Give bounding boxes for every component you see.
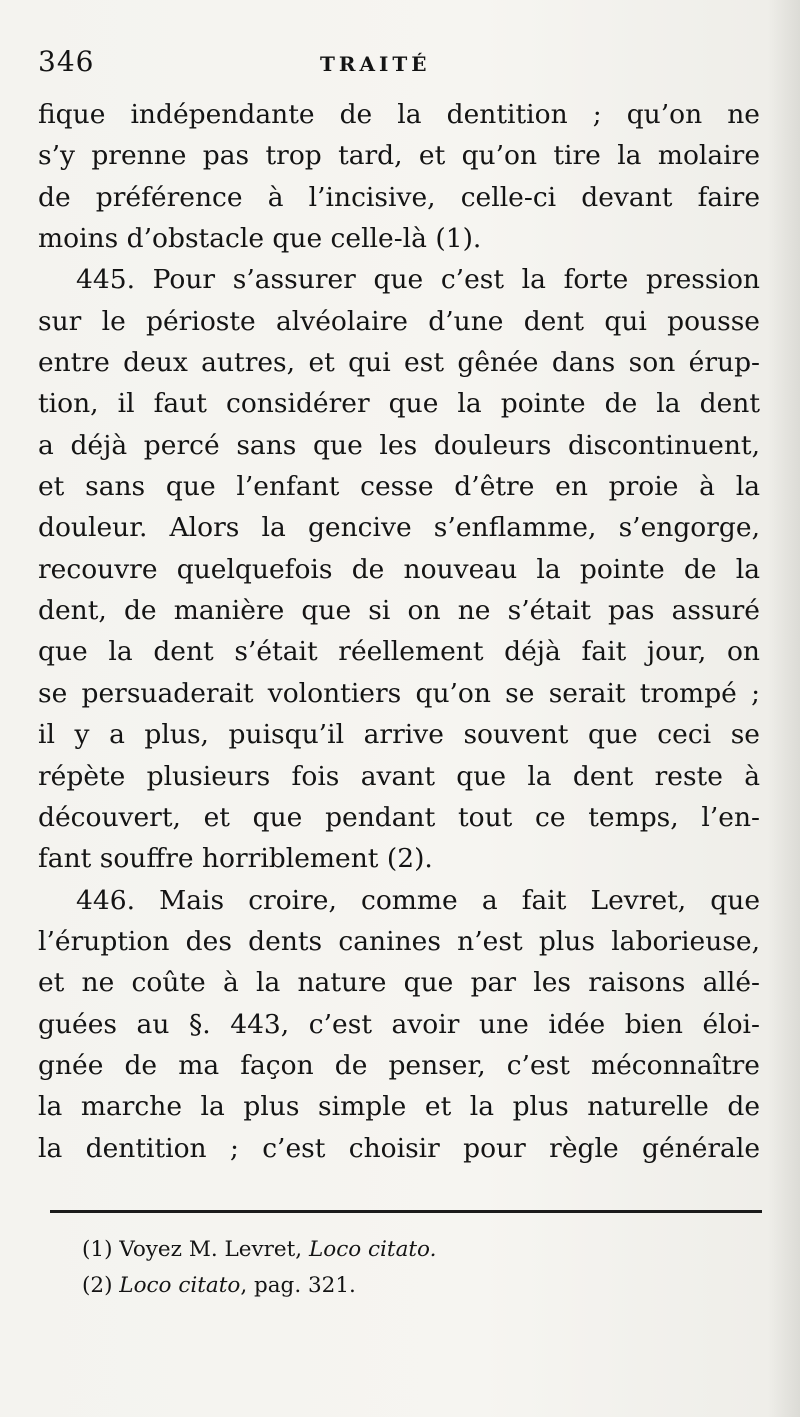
page-edge-shadow <box>768 0 800 1417</box>
footnote-2-citation: Loco citato <box>119 1273 241 1298</box>
text-line: douleur. Alors la gencive s’enflamme, s’engorge, <box>38 512 760 544</box>
text-line: fique indépendante de la dentition ; qu’on ne <box>38 99 760 130</box>
footnote-2-marker: (2) <box>82 1273 120 1298</box>
text-line: tion, il faut considérer que la pointe de la dent <box>38 388 760 420</box>
text-line: et ne coûte à la nature que par les raisons allé- <box>38 967 760 999</box>
footnotes <box>82 1232 732 1304</box>
text-line: a déjà percé sans que les douleurs discontinuent, <box>38 429 760 461</box>
text-line: moins d’obstacle que celle-là (1). <box>38 223 482 255</box>
page-header <box>38 44 758 84</box>
text-line: et sans que l’enfant cesse d’être en proie à la <box>38 471 760 503</box>
body-text <box>38 94 760 1169</box>
page-number: 346 <box>38 45 95 78</box>
text-line: se persuaderait volontiers qu’on se serait trompé ; <box>38 677 760 709</box>
footnote-rule <box>50 1210 762 1213</box>
text-line: l’éruption des dents canines n’est plus laborieuse, <box>38 925 760 957</box>
text-line: répète plusieurs fois avant que la dent reste à <box>38 760 760 792</box>
text-line: recouvre quelquefois de nouveau la pointe de la <box>38 553 760 585</box>
paragraph-446-start: 446. Mais croire, comme a fait Levret, que <box>76 884 760 916</box>
text-line: que la dent s’était réellement déjà fait jour, on <box>38 636 760 668</box>
text-line: fant souffre horriblement (2). <box>38 843 433 875</box>
text-line: s’y prenne pas trop tard, et qu’on tire la molaire <box>38 140 760 172</box>
text-line: dent, de manière que si on ne s’était pas assuré <box>38 595 760 627</box>
text-line: sur le périoste alvéolaire d’une dent qui pousse <box>38 305 760 337</box>
paragraph-445-start: 445. Pour s’assurer que c’est la forte pression <box>76 264 760 296</box>
footnote-2 <box>82 1268 732 1304</box>
footnote-1 <box>82 1232 732 1268</box>
text-line: gnée de ma façon de penser, c’est méconnaître <box>38 1049 760 1081</box>
text-line: de préférence à l’incisive, celle-ci devant faire <box>38 181 760 213</box>
text-line: découvert, et que pendant tout ce temps, l’en- <box>38 801 760 833</box>
running-head: TRAITÉ <box>320 52 431 76</box>
footnote-2-page: , pag. 321. <box>240 1273 356 1298</box>
text-line: la dentition ; c’est choisir pour règle générale <box>38 1132 760 1164</box>
text-line: guées au §. 443, c’est avoir une idée bien éloi- <box>38 1008 760 1040</box>
footnote-1-citation: Loco citato. <box>308 1237 437 1262</box>
text-line: la marche la plus simple et la plus naturelle de <box>38 1091 760 1123</box>
text-line: il y a plus, puisqu’il arrive souvent que ceci se <box>38 719 760 751</box>
text-line: entre deux autres, et qui est gênée dans son érup- <box>38 347 760 379</box>
footnote-1-text: (1) Voyez M. Levret, <box>82 1237 309 1262</box>
